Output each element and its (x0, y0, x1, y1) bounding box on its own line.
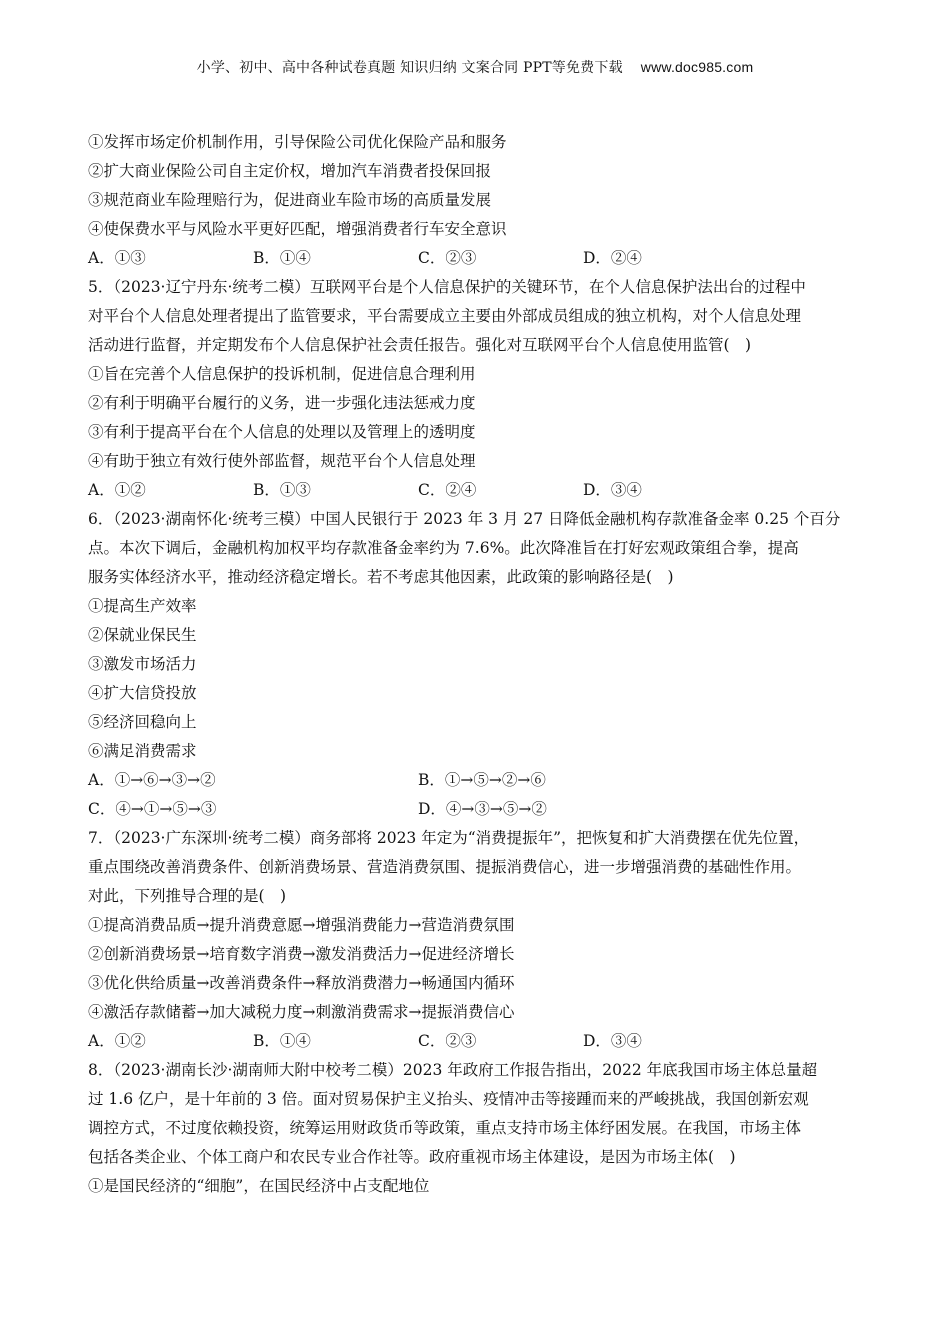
q6-item-1: ①提高生产效率 (88, 597, 197, 615)
q7-option-c[interactable]: C．②③ (418, 1032, 477, 1050)
q5-option-b[interactable]: B．①③ (253, 481, 311, 499)
q5-stem-1: 5．（2023·辽宁丹东·统考二模）互联网平台是个人信息保护的关键环节，在个人信息保护法出台的过程中 (88, 278, 806, 296)
q6-options-row-1 (88, 766, 863, 795)
q6-option-b[interactable]: B．①→⑤→②→⑥ (418, 771, 546, 789)
q4-option-d[interactable]: D．②④ (583, 249, 642, 267)
document-body (88, 128, 863, 1201)
q7-option-b[interactable]: B．①④ (253, 1032, 311, 1050)
q7-stem-2: 重点围绕改善消费条件、创新消费场景、营造消费氛围、提振消费信心，进一步增强消费的基础性作用。 (88, 858, 802, 876)
q8-stem-4: 包括各类企业、个体工商户和农民专业合作社等。政府重视市场主体建设，是因为市场主体( ) (88, 1148, 736, 1166)
q8-stem-1: 8．（2023·湖南长沙·湖南师大附中校考二模）2023 年政府工作报告指出，2022 年底我国市场主体总量超 (88, 1061, 818, 1079)
q5-item-3: ③有利于提高平台在个人信息的处理以及管理上的透明度 (88, 423, 476, 441)
q7-item-3: ③优化供给质量→改善消费条件→释放消费潜力→畅通国内循环 (88, 974, 515, 992)
q7-item-1: ①提高消费品质→提升消费意愿→增强消费能力→营造消费氛围 (88, 916, 515, 934)
q7-stem-1: 7．（2023·广东深圳·统考二模）商务部将 2023 年定为“消费提振年”，把恢复和扩大消费摆在优先位置， (88, 829, 810, 847)
q4-option-b[interactable]: B．①④ (253, 249, 311, 267)
q7-option-a[interactable]: A．①② (88, 1032, 146, 1050)
header-site-link[interactable]: www.doc985.com (640, 59, 754, 75)
q6-option-c[interactable]: C．④→①→⑤→③ (88, 800, 217, 818)
q4-options (88, 244, 863, 273)
q4-option-c[interactable]: C．②③ (418, 249, 477, 267)
q5-item-1: ①旨在完善个人信息保护的投诉机制，促进信息合理利用 (88, 365, 476, 383)
q6-item-2: ②保就业保民生 (88, 626, 197, 644)
q7-options (88, 1027, 863, 1056)
q5-option-c[interactable]: C．②④ (418, 481, 477, 499)
q6-item-4: ④扩大信贷投放 (88, 684, 197, 702)
q8-stem-2: 过 1.6 亿户，是十年前的 3 倍。面对贸易保护主义抬头、疫情冲击等接踵而来的严峻挑战，我国创新宏观 (88, 1090, 809, 1108)
q6-item-5: ⑤经济回稳向上 (88, 713, 197, 731)
q8-item-1: ①是国民经济的“细胞”，在国民经济中占支配地位 (88, 1177, 430, 1195)
q6-item-6: ⑥满足消费需求 (88, 742, 197, 760)
q6-option-a[interactable]: A．①→⑥→③→② (88, 771, 216, 789)
q5-item-4: ④有助于独立有效行使外部监督，规范平台个人信息处理 (88, 452, 476, 470)
q4-option-a[interactable]: A．①③ (88, 249, 146, 267)
q7-stem-3: 对此，下列推导合理的是( ) (88, 887, 287, 905)
q6-stem-2: 点。本次下调后，金融机构加权平均存款准备金率约为 7.6%。此次降准旨在打好宏观政策组合拳，提高 (88, 539, 799, 557)
q8-stem-3: 调控方式，不过度依赖投资，统筹运用财政货币等政策，重点支持市场主体纾困发展。在我国，市场主体 (88, 1119, 802, 1137)
q6-options-row-2 (88, 795, 863, 824)
q4-item-2: ②扩大商业保险公司自主定价权，增加汽车消费者投保回报 (88, 162, 492, 180)
q7-item-4: ④激活存款储蓄→加大减税力度→刺激消费需求→提振消费信心 (88, 1003, 515, 1021)
q5-options (88, 476, 863, 505)
q7-item-2: ②创新消费场景→培育数字消费→激发消费活力→促进经济增长 (88, 945, 515, 963)
q6-stem-1: 6．（2023·湖南怀化·统考三模）中国人民银行于 2023 年 3 月 27 日降低金融机构存款准备金率 0.25 个百分 (88, 510, 841, 528)
q4-item-3: ③规范商业车险理赔行为，促进商业车险市场的高质量发展 (88, 191, 492, 209)
q7-option-d[interactable]: D．③④ (583, 1032, 642, 1050)
q4-item-4: ④使保费水平与风险水平更好匹配，增强消费者行车安全意识 (88, 220, 507, 238)
q5-stem-2: 对平台个人信息处理者提出了监管要求，平台需要成立主要由外部成员组成的独立机构，对个人信息处理 (88, 307, 802, 325)
page-header (0, 57, 950, 77)
q6-option-d[interactable]: D．④→③→⑤→② (418, 800, 547, 818)
q4-item-1: ①发挥市场定价机制作用，引导保险公司优化保险产品和服务 (88, 133, 507, 151)
q5-item-2: ②有利于明确平台履行的义务，进一步强化违法惩戒力度 (88, 394, 476, 412)
q5-option-d[interactable]: D．③④ (583, 481, 642, 499)
q6-stem-3: 服务实体经济水平，推动经济稳定增长。若不考虑其他因素，此政策的影响路径是( ) (88, 568, 674, 586)
question-4-items (88, 128, 863, 244)
q5-option-a[interactable]: A．①② (88, 481, 146, 499)
q5-stem-3: 活动进行监督，并定期发布个人信息保护社会责任报告。强化对互联网平台个人信息使用监管( ) (88, 336, 752, 354)
header-text: 小学、初中、高中各种试卷真题 知识归纳 文案合同 PPT等免费下载 (196, 60, 623, 76)
q6-item-3: ③激发市场活力 (88, 655, 197, 673)
